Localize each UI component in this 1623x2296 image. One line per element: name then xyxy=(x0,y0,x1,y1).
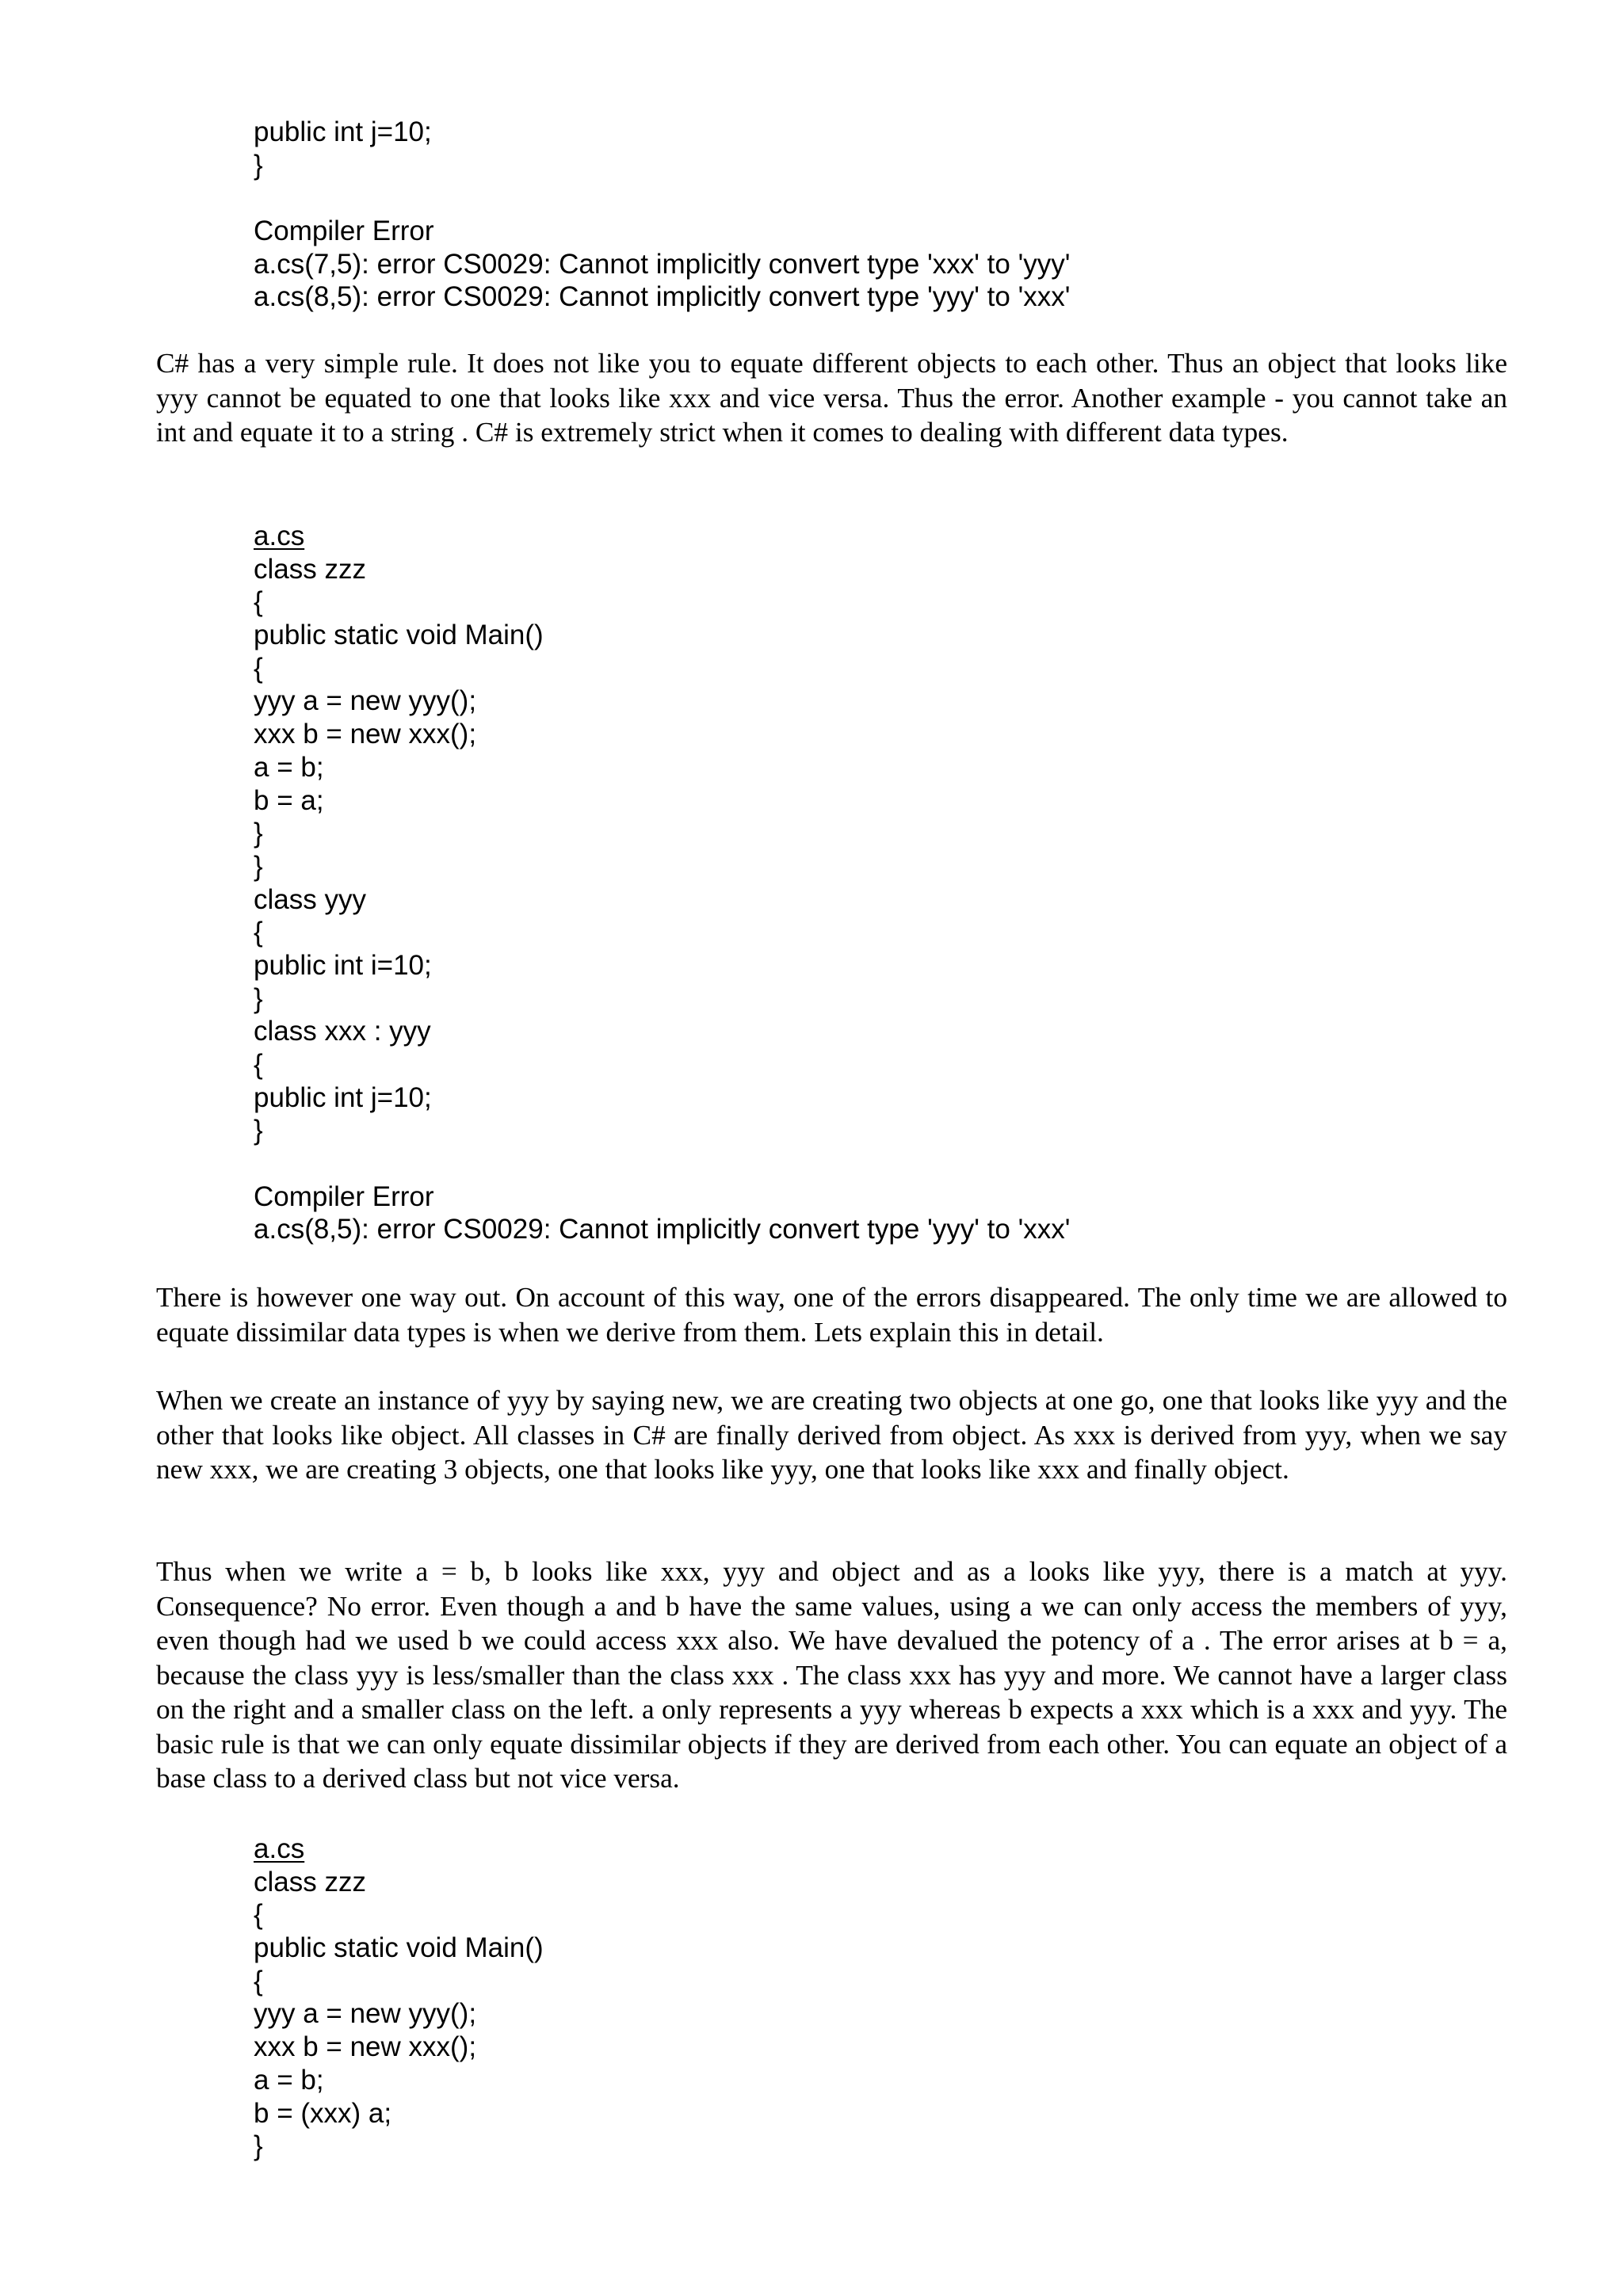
code-line: public static void Main() xyxy=(254,1932,544,1964)
code-line: yyy a = new yyy(); xyxy=(254,1998,477,2030)
code-line: public int j=10; xyxy=(254,116,432,147)
code-line: } xyxy=(254,818,263,849)
code-block-2 xyxy=(254,520,1442,1246)
code-line: { xyxy=(254,1965,263,1997)
code-line: class xxx : yyy xyxy=(254,1016,431,1047)
code-line: a = b; xyxy=(254,751,324,783)
code-block-1 xyxy=(254,116,1442,314)
compiler-error-heading: Compiler Error xyxy=(254,1180,434,1212)
code-line: { xyxy=(254,1899,263,1931)
code-line: } xyxy=(254,850,263,882)
code-line: class zzz xyxy=(254,1866,366,1897)
compiler-error-line: a.cs(8,5): error CS0029: Cannot implicitly convert type 'yyy' to 'xxx' xyxy=(254,1214,1071,1245)
code-line: b = (xxx) a; xyxy=(254,2097,392,2129)
paragraph-4: Thus when we write a = b, b looks like xxx, yyy and object and as a looks like yyy, there is a match at yyy. Consequence? No error. Even though a and b have the same values, using a we can only access the members of yyy, even though had we used b we could access xxx also. We have devalued the potency of a . The error arises at b = a, because the class yyy is less/smaller than the class xxx . The class xxx has yyy and more. We cannot have a larger class on the right and a smaller class on the left. a only represents a yyy whereas b expects a xxx which is a xxx and yyy. The basic rule is that we can only equate dissimilar objects if they are derived from each other. You can equate an object of a base class to a derived class but not vice versa. xyxy=(156,1556,1507,1794)
paragraph-2: There is however one way out. On account of this way, one of the errors disappeared. The only time we are allowed to equate dissimilar data types is when we derive from them. Lets explain this in detail. xyxy=(156,1282,1507,1348)
code-filename: a.cs xyxy=(254,1833,305,1864)
code-line: class zzz xyxy=(254,553,366,585)
code-line: public int j=10; xyxy=(254,1081,432,1113)
paragraph-3: When we create an instance of yyy by saying new, we are creating two objects at one go, one that looks like yyy and the other that looks like object. All classes in C# are finally derived from object. As xxx is derived from yyy, when we say new xxx, we are creating 3 objects, one that looks like yyy, one that looks like xxx and finally object. xyxy=(156,1385,1507,1485)
compiler-error-heading: Compiler Error xyxy=(254,215,434,247)
code-line: xxx b = new xxx(); xyxy=(254,2031,477,2063)
blank-line xyxy=(254,181,1442,215)
compiler-error-line: a.cs(8,5): error CS0029: Cannot implicitly convert type 'yyy' to 'xxx' xyxy=(254,281,1071,313)
paragraph-1: C# has a very simple rule. It does not like you to equate different objects to each other. Thus an object that looks like yyy cannot be equated to one that looks like xxx and vice versa. Thus the error. Another example - you cannot take an int and equate it to a string . C# is extremely strict when it comes to dealing with different data types. xyxy=(156,348,1507,448)
code-line: b = a; xyxy=(254,784,324,816)
code-line: yyy a = new yyy(); xyxy=(254,685,477,717)
code-line: { xyxy=(254,917,263,948)
code-line: public static void Main() xyxy=(254,620,544,651)
code-block-3 xyxy=(254,1833,1442,2163)
code-line: public int i=10; xyxy=(254,949,432,981)
code-filename: a.cs xyxy=(254,521,305,551)
code-line: a = b; xyxy=(254,2064,324,2096)
code-line: } xyxy=(254,149,263,181)
code-line: { xyxy=(254,652,263,684)
code-line: } xyxy=(254,1115,263,1146)
code-line: } xyxy=(254,2130,263,2162)
code-line: class yyy xyxy=(254,883,366,915)
compiler-error-line: a.cs(7,5): error CS0029: Cannot implicitly convert type 'xxx' to 'yyy' xyxy=(254,248,1071,280)
code-line: { xyxy=(254,586,263,618)
blank-line xyxy=(254,1147,1442,1180)
code-line: xxx b = new xxx(); xyxy=(254,719,477,750)
code-line: } xyxy=(254,982,263,1014)
code-line: { xyxy=(254,1049,263,1080)
